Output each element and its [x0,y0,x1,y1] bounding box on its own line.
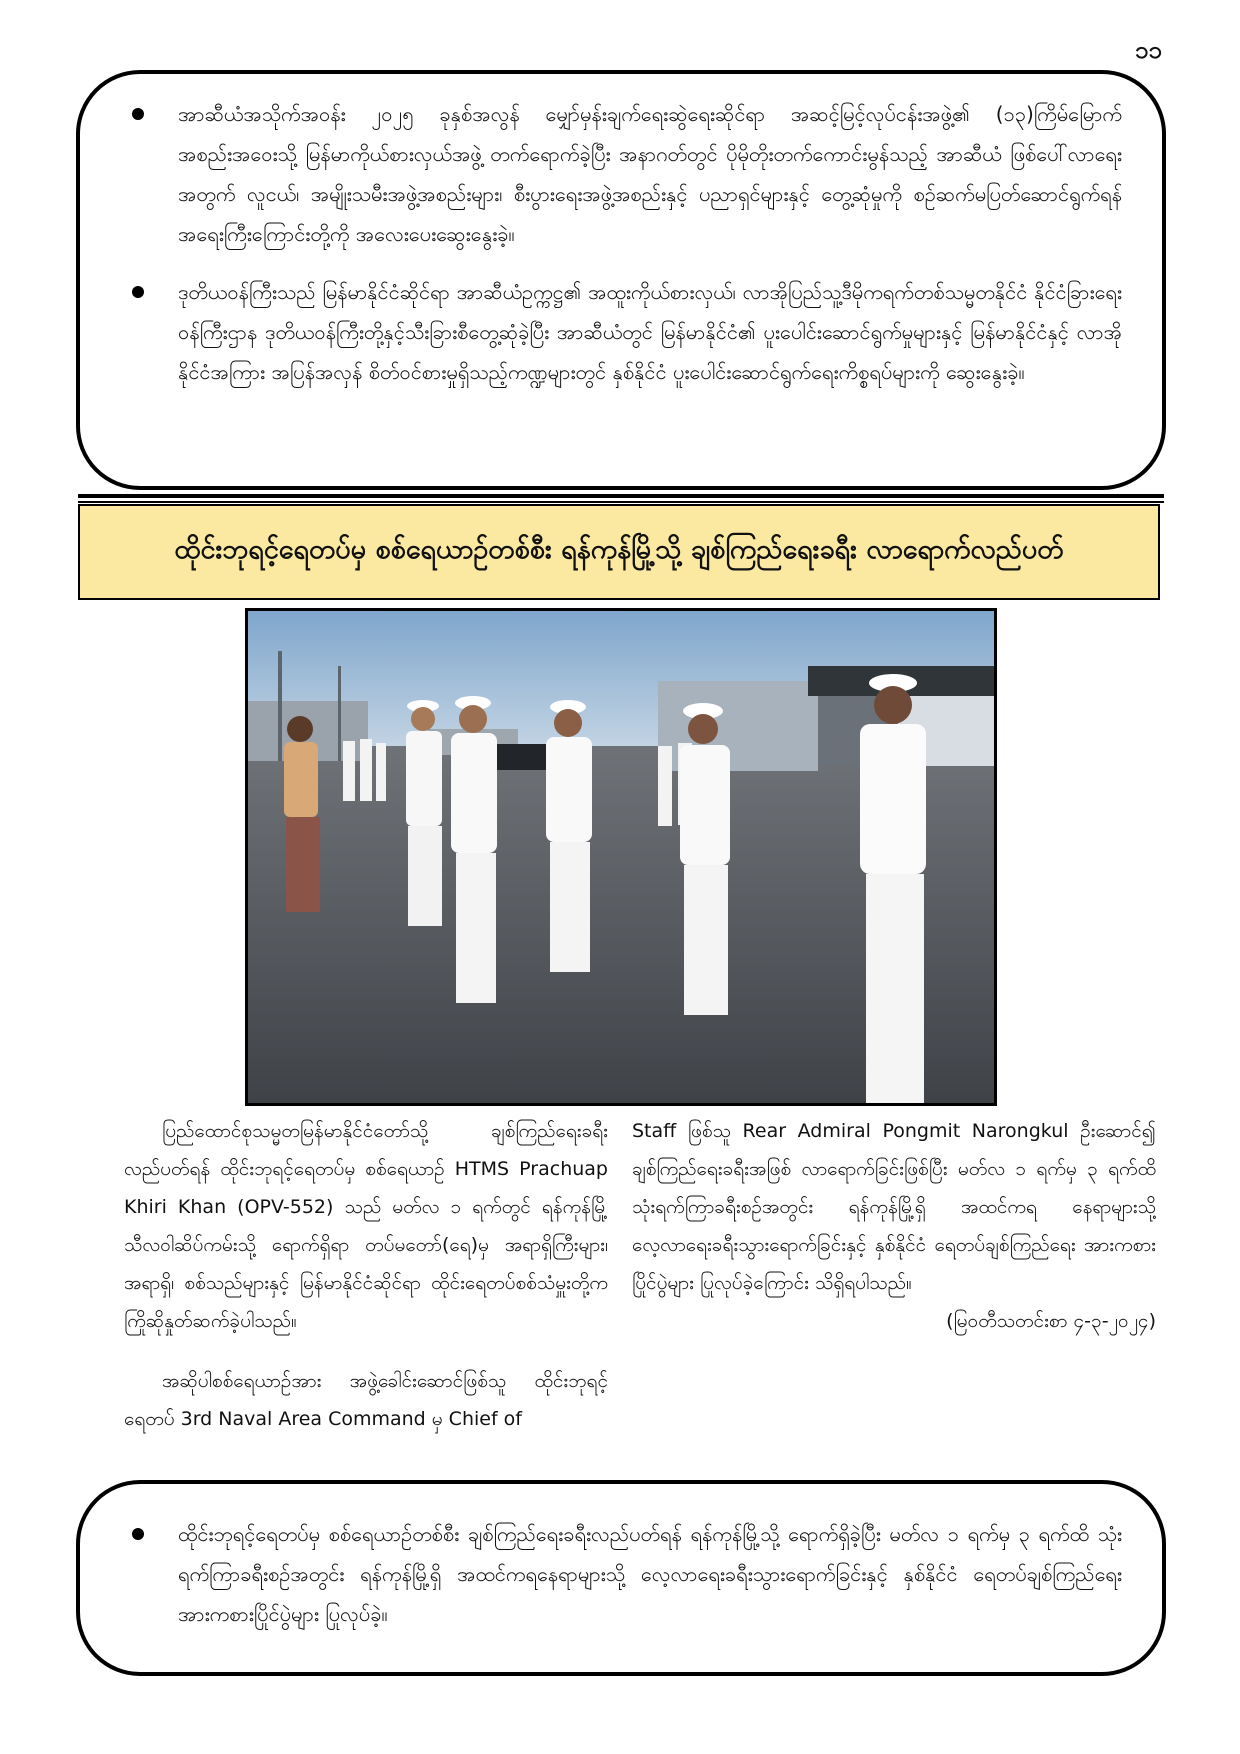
summary-bullet-text: အာဆီယံအသိုက်အဝန်း ၂၀၂၅ ခုနှစ်အလွန် မျှော်မှန်းချက်ရေးဆွဲရေးဆိုင်ရာ အဆင့်မြင့်လုပ်ငန်းအဖွဲ့၏ (၁၃)ကြိမ်မြောက် အစည်းအဝေးသို့ မြန်မာကိုယ်စားလှယ်အဖွဲ့ တက်ရောက်ခဲ့ပြီး အနာဂတ်တွင် ပိုမိုတိုးတက်ကောင်းမွန်သည့် အာဆီယံ ဖြစ်ပေါ်လာရေးအတွက် လူငယ်၊ အမျိုးသမီးအဖွဲ့အစည်းများ၊ စီးပွားရေးအဖွဲ့အစည်းနှင့် ပညာရှင်များနှင့် တွေ့ဆုံမှုကို စဉ်ဆက်မပြတ်ဆောင်ရွက်ရန် အရေးကြီးကြောင်းတို့ကို အလေးပေးဆွေးနွေးခဲ့။ [178,102,1122,246]
bullet-icon [132,1528,144,1540]
summary-bullet [132,272,1122,392]
summary-bullet [132,94,1122,254]
article-source: (မြဝတီသတင်းစာ ၄-၃-၂၀၂၄) [946,1310,1156,1332]
article-column-left [124,1112,608,1438]
headline-text: ထိုင်းဘုရင့်ရေတပ်မှ စစ်ရေယာဉ်တစ်စီး ရန်ကုန်မြို့သို့ ချစ်ကြည်ရေးခရီး လာရောက်လည်ပတ် [174,534,1064,565]
summary-box-bottom [76,1480,1166,1676]
article-paragraph: အဆိုပါစစ်ရေယာဉ်အား အဖွဲ့ခေါင်းဆောင်ဖြစ်သူ ထိုင်းဘုရင့်ရေတပ် 3rd Naval Area Command မှ Chief of [124,1370,608,1430]
article-headline [78,504,1160,600]
bullet-icon [132,286,144,298]
article-photo [245,608,997,1106]
summary-bullet-text: ထိုင်းဘုရင့်ရေတပ်မှ စစ်ရေယာဉ်တစ်စီး ချစ်ကြည်ရေးခရီးလည်ပတ်ရန် ရန်ကုန်မြို့သို့ ရောက်ရှိခဲ့ပြီး မတ်လ ၁ ရက်မှ ၃ ရက်ထိ သုံးရက်ကြာခရီးစဉ်အတွင်း ရန်ကုန်မြို့ရှိ အထင်ကရနေရာများသို့ လေ့လာရေးခရီးသွားရောက်ခြင်းနှင့် နှစ်နိုင်ငံ ရေတပ်ချစ်ကြည်ရေး အားကစားပြိုင်ပွဲများ ပြုလုပ်ခဲ့။ [178,1522,1122,1626]
bullet-icon [132,108,144,120]
page-number: ၁၁ [1135,36,1162,64]
section-divider [78,494,1164,498]
article-paragraph: ပြည်ထောင်စုသမ္မတမြန်မာနိုင်ငံတော်သို့ ချစ်ကြည်ရေးခရီးလည်ပတ်ရန် ထိုင်းဘုရင့်ရေတပ်မှ စစ်ရေယာဉ် HTMS Prachuap Khiri Khan (OPV-552) သည် မတ်လ ၁ ရက်တွင် ရန်ကုန်မြို့ သီလဝါဆိပ်ကမ်းသို့ ရောက်ရှိရာ တပ်မတော်(ရေ)မှ အရာရှိကြီးများ၊ အရာရှိ၊ စစ်သည်များနှင့် မြန်မာနိုင်ငံဆိုင်ရာ ထိုင်းရေတပ်စစ်သံမှူးတို့က ကြိုဆိုနှုတ်ဆက်ခဲ့ပါသည်။ [124,1120,608,1332]
article-paragraph: Staff ဖြစ်သူ Rear Admiral Pongmit Narongkul ဦးဆောင်၍ ချစ်ကြည်ရေးခရီးအဖြစ် လာရောက်ခြင်းဖြစ်ပြီး မတ်လ ၁ ရက်မှ ၃ ရက်ထိ သုံးရက်ကြာခရီးစဉ်အတွင်း ရန်ကုန်မြို့ရှိ အထင်ကရ နေရာများသို့ လေ့လာရေးခရီးသွားရောက်ခြင်းနှင့် နှစ်နိုင်ငံ ရေတပ်ချစ်ကြည်ရေး အားကစားပြိုင်ပွဲများ ပြုလုပ်ခဲ့ကြောင်း သိရှိရပါသည်။ [632,1120,1156,1294]
photo-illustration [248,611,994,1103]
summary-box-top [76,70,1166,490]
section-divider [78,501,1164,503]
article-column-right [632,1112,1156,1340]
summary-bullet-text: ဒုတိယဝန်ကြီးသည် မြန်မာနိုင်ငံဆိုင်ရာ အာဆီယံဥက္ကဋ္ဌ၏ အထူးကိုယ်စားလှယ်၊ လာအိုပြည်သူ့ဒီမိုကရက်တစ်သမ္မတနိုင်ငံ နိုင်ငံခြားရေးဝန်ကြီးဌာန ဒုတိယဝန်ကြီးတို့နှင့်သီးခြားစီတွေ့ဆုံခဲ့ပြီး အာဆီယံတွင် မြန်မာနိုင်ငံ၏ ပူးပေါင်းဆောင်ရွက်မှုများနှင့် မြန်မာနိုင်ငံနှင့် လာအိုနိုင်ငံအကြား အပြန်အလှန် စိတ်ဝင်စားမှုရှိသည့်ကဏ္ဍများတွင် နှစ်နိုင်ငံ ပူးပေါင်းဆောင်ရွက်ရေးကိစ္စရပ်များကို ဆွေးနွေးခဲ့။ [178,280,1122,384]
summary-bullet [132,1514,1122,1634]
